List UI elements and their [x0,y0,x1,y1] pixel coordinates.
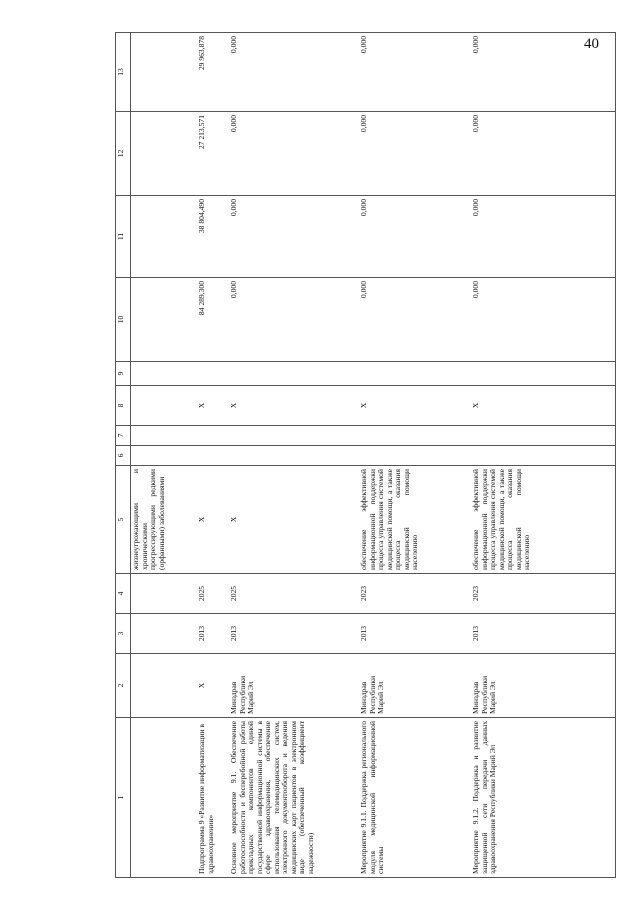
table-cell: 2013 [197,614,229,654]
table-cell [131,386,198,426]
table-cell [131,614,198,654]
table-cell: Минздрав Республики Марий Эл [229,654,359,718]
table-cell [131,196,198,278]
table-cell [131,446,198,466]
table-cell [471,446,616,466]
table-row-activity-9-1-2 [471,33,616,878]
table-cell: 0,000 [359,112,471,196]
table-cell [359,446,471,466]
column-header: 4 [116,574,131,614]
column-header: 5 [116,466,131,574]
table-cell: 2025 [197,574,229,614]
table-cell: 2025 [229,574,359,614]
table-cell [471,362,616,386]
table-cell [471,426,616,446]
table-cell: Мероприятие 9.1.1. Поддержка регионального модуля медицинской информационной системы [359,718,471,878]
table-cell [359,426,471,446]
program-table [115,32,616,878]
table-cell: Х [197,466,229,574]
table-cell: Минздрав Республики Марий Эл [471,654,616,718]
table-cell: 0,000 [471,112,616,196]
table-cell: Основное мероприятие 9.1. Обеспечение работоспособности и бесперебойной работы прикладных компонентов единой государственной информационной системы в сфере здравоохранения, обеспечение использования телемедицинских систем, электронного документооборота и ведения медицинских карт пациентов в электронном виде (обеспеченный коэффициент надежности) [229,718,359,878]
column-header: 2 [116,654,131,718]
column-header: 7 [116,426,131,446]
table-cell: 0,000 [229,278,359,362]
table-cell [197,426,229,446]
table-cell: 0,000 [359,278,471,362]
table-cell: 0,000 [359,33,471,112]
table-cell [131,278,198,362]
table-row-main-activity [229,33,359,878]
table-cell: 84 289,300 [197,278,229,362]
table-cell: 0,000 [471,33,616,112]
table-cell [229,362,359,386]
table-cell: 2013 [359,614,471,654]
table-cell: Мероприятие 9.1.2. Поддержка и развитие защищенной сети передачи данных здравоохранения Республики Марий Эл [471,718,616,878]
table-row-subprogram [197,33,229,878]
table-cell [229,426,359,446]
table-cell [131,426,198,446]
table-cell: 2013 [229,614,359,654]
table-cell [359,362,471,386]
table-cell: 0,000 [471,196,616,278]
column-header: 3 [116,614,131,654]
table-cell: Минздрав Республики Марий Эл [359,654,471,718]
column-header: 12 [116,112,131,196]
column-header: 11 [116,196,131,278]
column-header: 9 [116,362,131,386]
table-cell: обеспечение эффективной информационной поддержки процесса управления системой медицинской помощи, а также процесса оказания медицинской помощи населению [359,466,471,574]
table-cell [131,718,198,878]
table-row-activity-9-1-1 [359,33,471,878]
table-cell: Х [359,386,471,426]
column-header: 6 [116,446,131,466]
table-cell: 2023 [359,574,471,614]
column-header: 1 [116,718,131,878]
table-cell: Подпрограмма 9 «Развитие информатизации в здравоохранении» [197,718,229,878]
table-cell: обеспечение эффективной информационной поддержки процесса управления системой медицинской помощи, а также процесса оказания медицинской помощи населению [471,466,616,574]
page-number: 40 [584,36,599,52]
table-cell: 2023 [471,574,616,614]
table-cell: 0,000 [229,33,359,112]
table-cell: Х [197,654,229,718]
table-cell: 38 804,490 [197,196,229,278]
table-cell: 0,000 [229,112,359,196]
table-cell [131,654,198,718]
table-cell [197,446,229,466]
table-cell: Х [471,386,616,426]
table-cell [131,33,198,112]
column-header: 8 [116,386,131,426]
rotated-table-container [115,33,625,878]
table-cell: 27 213,571 [197,112,229,196]
table-cell: 0,000 [471,278,616,362]
table-cell [131,112,198,196]
column-header: 10 [116,278,131,362]
table-cell [131,574,198,614]
table-cell: Х [197,386,229,426]
table-cell [197,362,229,386]
table-cell [229,446,359,466]
table-cell: Х [229,466,359,574]
table-row-continuation [131,33,198,878]
column-header: 13 [116,33,131,112]
table-cell: 0,000 [359,196,471,278]
table-cell [131,362,198,386]
table-cell: Х [229,386,359,426]
table-cell: 29 963,878 [197,33,229,112]
table-cell: жизнеугрожающими и хроническими прогрессирующими редкими (орфанными) заболеваниями [131,466,198,574]
table-cell: 2013 [471,614,616,654]
table-cell: 0,000 [229,196,359,278]
header-row [116,33,131,878]
